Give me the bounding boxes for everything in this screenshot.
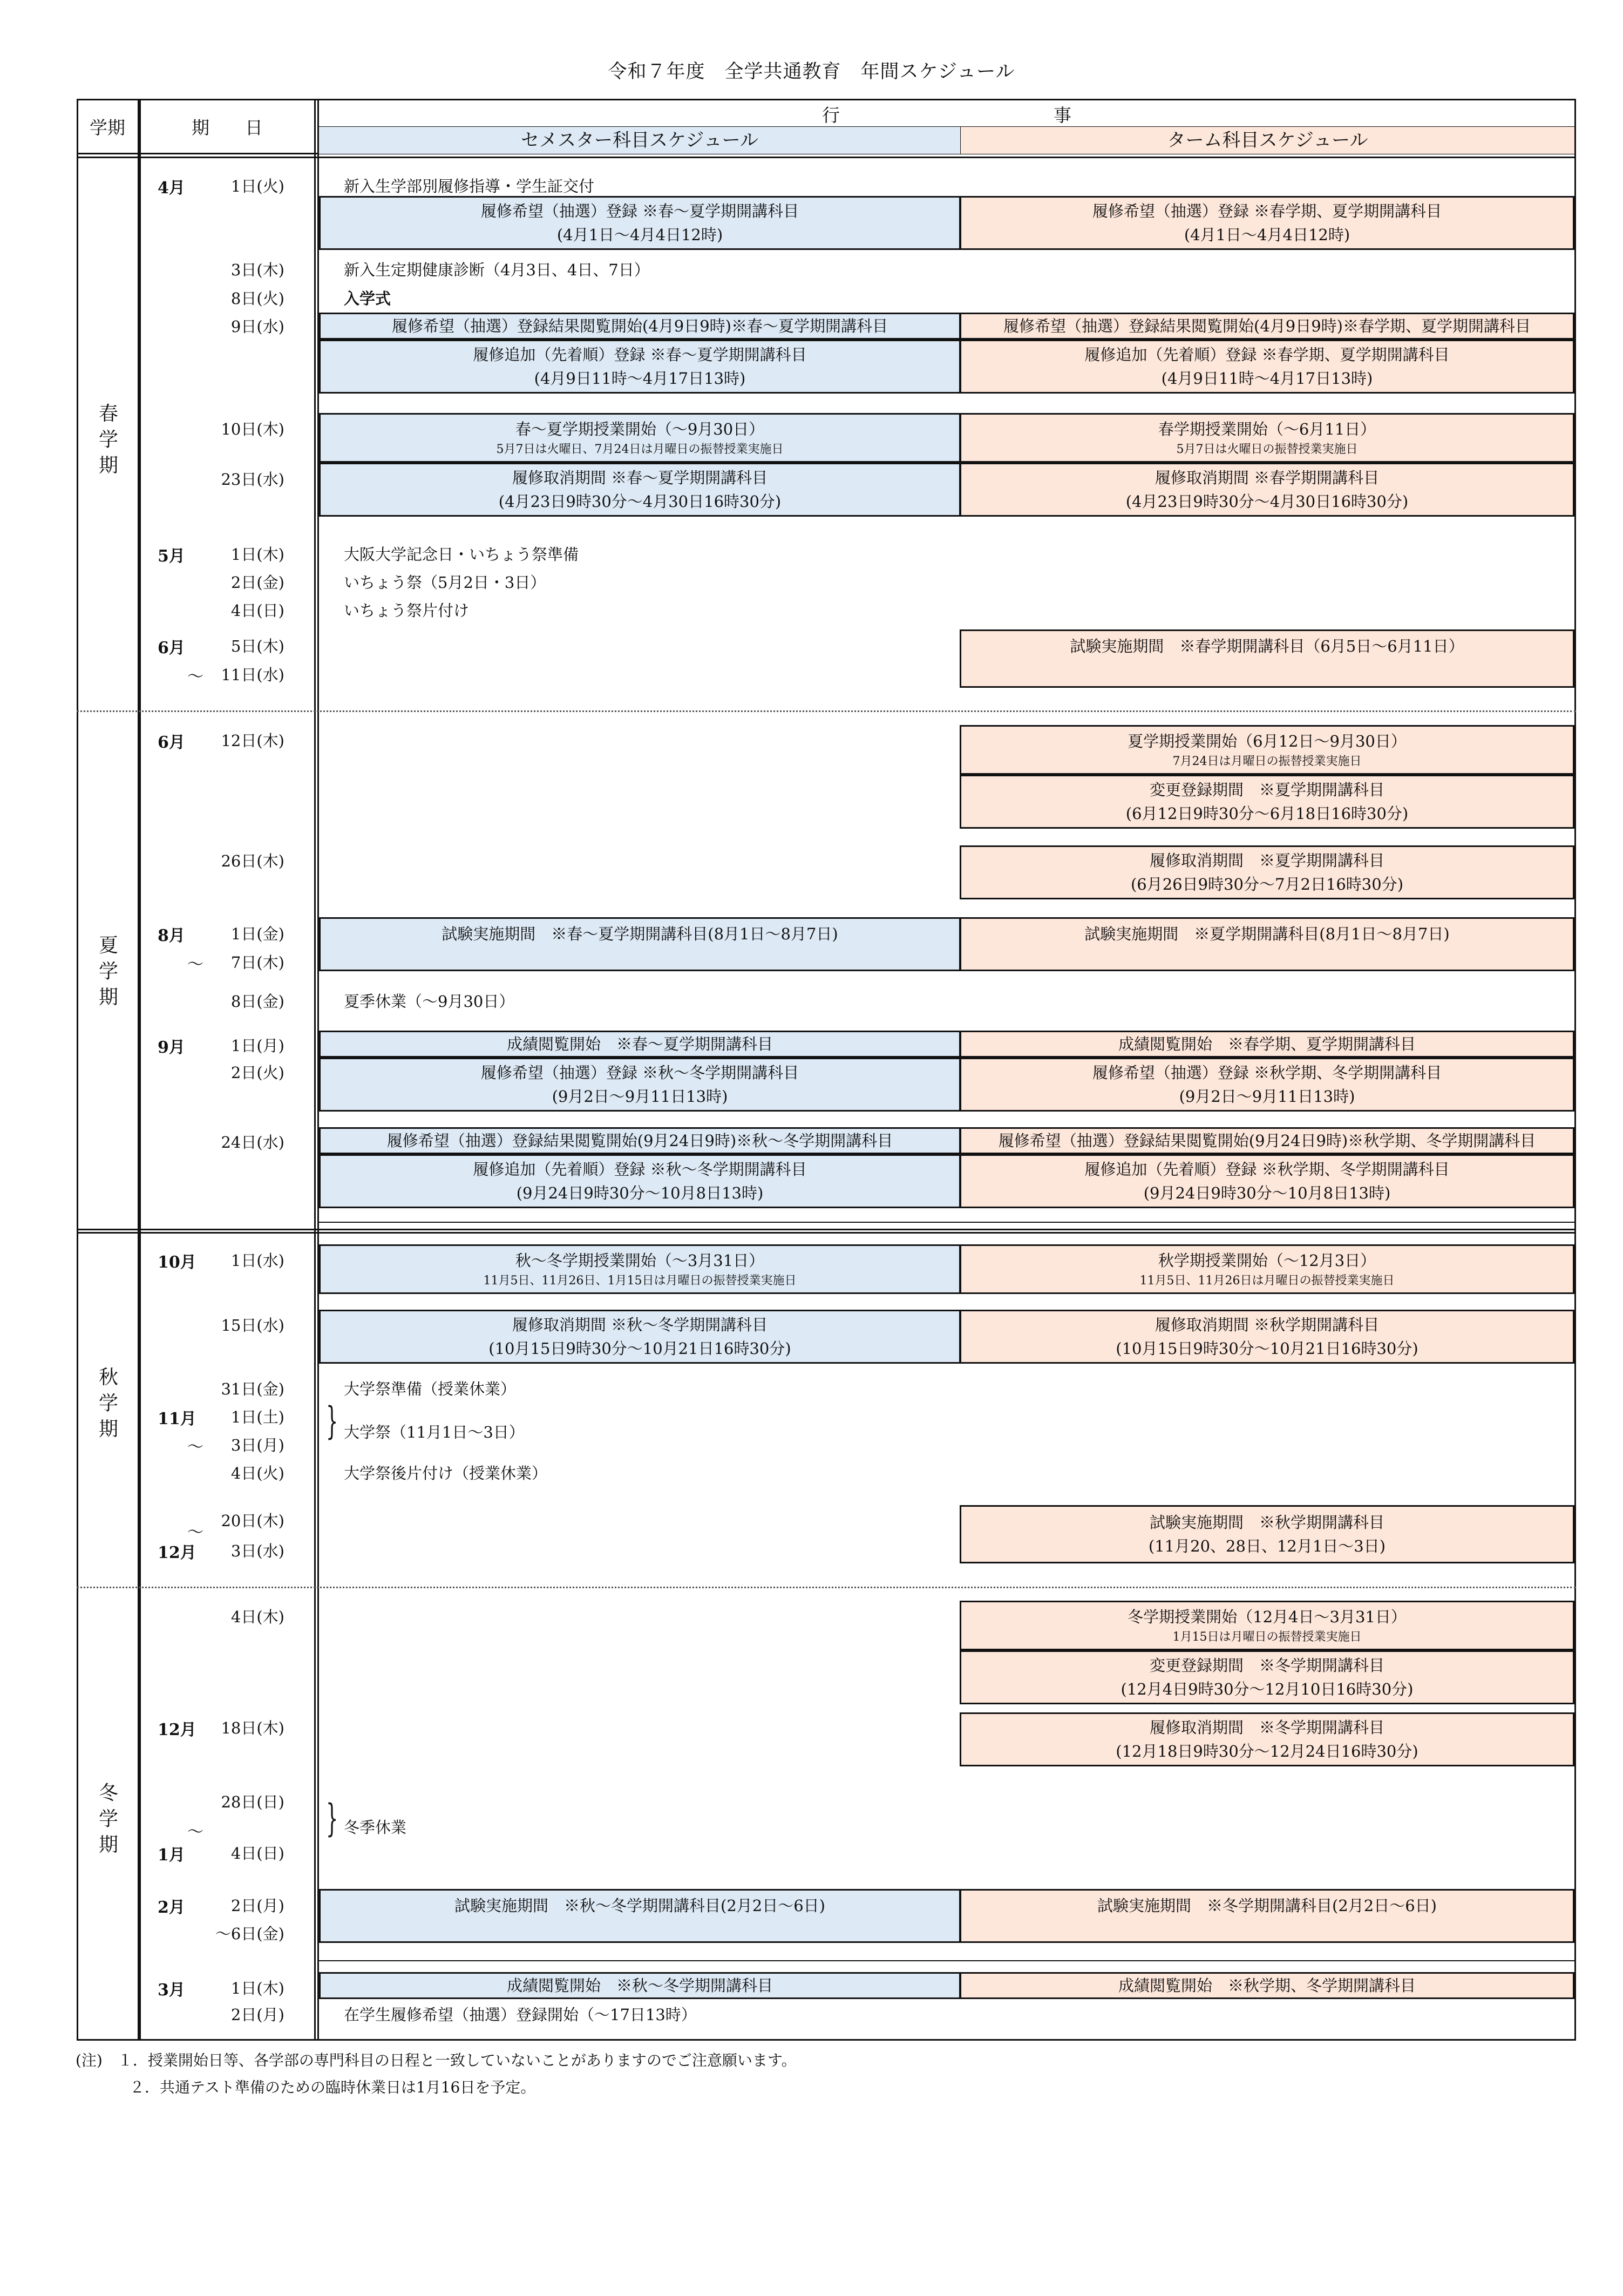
header-rule: [77, 157, 1576, 158]
term-event: 変更登録期間 ※夏学期開講科目 (6月12日9時30分～6月18日16時30分): [960, 775, 1574, 829]
term-separator: [77, 710, 1576, 712]
month-label: 10月: [158, 1253, 196, 1272]
term-event: 試験実施期間 ※秋学期開講科目 (11月20、28日、12月1日～3日): [960, 1505, 1574, 1563]
schedule-table: [77, 99, 1576, 2041]
term-event: 履修追加（先着順）登録 ※秋学期、冬学期開講科目 (9月24日9時30分～10月8日13時): [960, 1154, 1574, 1208]
header-term-label: 学期: [90, 117, 125, 138]
term-spring: 春 学 期: [98, 403, 118, 477]
term-separator: [77, 1587, 1576, 1588]
header-events-label: 行 事: [822, 105, 1071, 126]
semester-event: 春～夏学期授業開始（～9月30日） 5月7日は火曜日、7月24日は月曜日の振替授業実施日: [319, 413, 961, 463]
day-label: 3日(月): [230, 1436, 284, 1454]
brace-icon: }: [326, 1796, 338, 1840]
term-event: 夏学期授業開始（6月12日～9月30日） 7月24日は月曜日の振替授業実施日: [960, 725, 1574, 775]
header-date-label: 期 日: [192, 117, 263, 138]
semester-event: 履修希望（抽選）登録 ※秋～冬学期開講科目 (9月2日～9月11日13時): [319, 1058, 961, 1112]
event-text: 大学祭後片付け（授業休業）: [344, 1464, 548, 1482]
event-text: いちょう祭片付け: [344, 601, 470, 620]
event-text: 在学生履修希望（抽選）登録開始（～17日13時）: [344, 2006, 697, 2024]
month-label: 2月: [158, 1898, 185, 1917]
semester-event: 成績閲覧開始 ※春～夏学期開講科目: [319, 1031, 961, 1058]
range-tilde: ～: [187, 1438, 203, 1457]
day-label: 1日(土): [230, 1408, 284, 1426]
term-event: 履修希望（抽選）登録 ※春学期、夏学期開講科目 (4月1日～4月4日12時): [960, 196, 1574, 250]
day-label: 12日(木): [221, 732, 284, 750]
event-text: 新入生定期健康診断（4月3日、4日、7日）: [344, 261, 650, 279]
day-label: 8日(火): [230, 289, 284, 308]
term-event: 履修取消期間 ※夏学期開講科目 (6月26日9時30分～7月2日16時30分): [960, 845, 1574, 899]
semester-event: 履修希望（抽選）登録結果閲覧開始(4月9日9時)※春～夏学期開講科目: [319, 313, 961, 340]
month-label: 6月: [158, 733, 185, 752]
term-event: 春学期授業開始（～6月11日） 5月7日は火曜日の振替授業実施日: [960, 413, 1574, 463]
term-event: 試験実施期間 ※冬学期開講科目(2月2日～6日): [960, 1889, 1574, 1943]
day-label: 24日(水): [221, 1133, 284, 1152]
term-event: 試験実施期間 ※夏学期開講科目(8月1日～8月7日): [960, 917, 1574, 971]
day-label: 8日(金): [230, 992, 284, 1011]
term-event: 成績閲覧開始 ※秋学期、冬学期開講科目: [960, 1972, 1574, 1999]
month-label: 5月: [158, 547, 185, 566]
term-separator: [77, 1232, 1576, 1234]
event-text: 大阪大学記念日・いちょう祭準備: [344, 545, 579, 564]
term-event: 履修希望（抽選）登録結果閲覧開始(9月24日9時)※秋学期、冬学期開講科目: [960, 1127, 1574, 1154]
day-label: 31日(金): [221, 1380, 284, 1398]
semester-event: 成績閲覧開始 ※秋～冬学期開講科目: [319, 1972, 961, 1999]
semester-event: 試験実施期間 ※春～夏学期開講科目(8月1日～8月7日): [319, 917, 961, 971]
day-label: 11日(水): [221, 666, 284, 684]
month-label: 1月: [158, 1846, 185, 1865]
page-title: 令和７年度 全学共通教育 年間スケジュール: [608, 61, 1015, 83]
day-label: 4日(日): [230, 601, 284, 620]
footnote: (注) １．授業開始日等、各学部の専門科目の日程と一致していないことがありますのでご注意願います。: [76, 2051, 797, 2069]
day-label: 1日(月): [230, 1037, 284, 1055]
month-label: 11月: [158, 1410, 196, 1428]
range-tilde: ～: [187, 955, 203, 974]
day-label: 28日(日): [221, 1793, 284, 1811]
day-label: 10日(木): [221, 420, 284, 438]
header-term: ターム科目スケジュール: [961, 127, 1574, 154]
event-text: いちょう祭（5月2日・3日）: [344, 573, 546, 592]
day-label: 15日(水): [221, 1316, 284, 1335]
term-separator: [77, 1229, 1576, 1230]
header-semester: セメスター科目スケジュール: [319, 127, 960, 154]
semester-event: 履修取消期間 ※秋～冬学期開講科目 (10月15日9時30分～10月21日16時30分): [319, 1310, 961, 1364]
day-label: 1日(木): [230, 545, 284, 564]
day-label: 26日(木): [221, 852, 284, 870]
month-label: 3月: [158, 1981, 185, 2000]
semester-event: 試験実施期間 ※秋～冬学期開講科目(2月2日～6日): [319, 1889, 961, 1943]
semester-event: 履修追加（先着順）登録 ※春～夏学期開講科目 (4月9日11時～4月17日13時): [319, 340, 961, 394]
term-winter: 冬 学 期: [98, 1782, 118, 1856]
day-label: 7日(木): [230, 953, 284, 972]
semester-event: 履修追加（先着順）登録 ※秋～冬学期開講科目 (9月24日9時30分～10月8日13時): [319, 1154, 961, 1208]
footnote: ２．共通テスト準備のための臨時休業日は1月16日を予定。: [130, 2078, 536, 2096]
day-label: 2日(月): [230, 2006, 284, 2024]
semester-event: 履修希望（抽選）登録結果閲覧開始(9月24日9時)※秋～冬学期開講科目: [319, 1127, 961, 1154]
term-event: 変更登録期間 ※冬学期開講科目 (12月4日9時30分～12月10日16時30分): [960, 1650, 1574, 1704]
term-event: 履修追加（先着順）登録 ※春学期、夏学期開講科目 (4月9日11時～4月17日13時): [960, 340, 1574, 394]
day-label: 1日(火): [230, 177, 284, 195]
term-event: 試験実施期間 ※春学期開講科目（6月5日～6月11日）: [960, 629, 1574, 688]
range-tilde: ～: [187, 1823, 203, 1841]
term-event: 履修希望（抽選）登録 ※秋学期、冬学期開講科目 (9月2日～9月11日13時): [960, 1058, 1574, 1112]
semester-event: 履修取消期間 ※春～夏学期開講科目 (4月23日9時30分～4月30日16時30分): [319, 463, 961, 517]
day-label: 1日(金): [230, 925, 284, 943]
day-label: 20日(木): [221, 1512, 284, 1530]
term-event: 履修希望（抽選）登録結果閲覧開始(4月9日9時)※春学期、夏学期開講科目: [960, 313, 1574, 340]
term-autumn: 秋 学 期: [98, 1366, 118, 1440]
month-label: 12月: [158, 1721, 196, 1739]
day-label: 4日(木): [230, 1608, 284, 1626]
brace-icon: }: [326, 1399, 338, 1443]
event-text: 冬季休業: [344, 1818, 407, 1837]
month-label: 8月: [158, 926, 185, 945]
term-event: 履修取消期間 ※秋学期開講科目 (10月15日9時30分～10月21日16時30分): [960, 1310, 1574, 1364]
day-label: 1日(水): [230, 1251, 284, 1270]
day-label: 1日(木): [230, 1979, 284, 1997]
range-tilde: ～: [187, 1523, 203, 1542]
event-text: 夏季休業（～9月30日）: [344, 992, 515, 1011]
term-event: 履修取消期間 ※春学期開講科目 (4月23日9時30分～4月30日16時30分): [960, 463, 1574, 517]
term-event: 冬学期授業開始（12月4日～3月31日） 1月15日は月曜日の振替授業実施日: [960, 1601, 1574, 1650]
day-label: 2日(火): [230, 1064, 284, 1082]
day-label: 5日(木): [230, 637, 284, 655]
day-label: ～6日(金): [215, 1925, 284, 1943]
day-label: 2日(金): [230, 573, 284, 592]
semester-event: 履修希望（抽選）登録 ※春～夏学期開講科目 (4月1日～4月4日12時): [319, 196, 961, 250]
month-label: 9月: [158, 1038, 185, 1057]
row-rule: [319, 1222, 1574, 1223]
day-label: 2日(月): [230, 1897, 284, 1915]
day-label: 3日(水): [230, 1542, 284, 1560]
month-label: 12月: [158, 1543, 196, 1562]
day-label: 4日(日): [230, 1844, 284, 1862]
day-label: 4日(火): [230, 1464, 284, 1482]
row-rule: [319, 1960, 1574, 1961]
event-text: 入学式: [344, 289, 391, 308]
term-summer: 夏 学 期: [98, 934, 118, 1008]
month-label: 4月: [158, 179, 185, 198]
range-tilde: ～: [187, 667, 203, 686]
day-label: 18日(木): [221, 1719, 284, 1737]
event-text: 大学祭準備（授業休業）: [344, 1380, 517, 1398]
month-label: 6月: [158, 639, 185, 658]
day-label: 3日(木): [230, 261, 284, 279]
semester-event: 秋～冬学期授業開始（～3月31日） 11月5日、11月26日、1月15日は月曜日の振替授業実施日: [319, 1244, 961, 1294]
term-event: 秋学期授業開始（～12月3日） 11月5日、11月26日は月曜日の振替授業実施日: [960, 1244, 1574, 1294]
day-label: 9日(水): [230, 317, 284, 336]
day-label: 23日(水): [221, 470, 284, 489]
col-divider: [314, 99, 316, 2041]
event-text: 新入生学部別履修指導・学生証交付: [344, 177, 595, 195]
event-text: 大学祭（11月1日～3日）: [344, 1423, 525, 1441]
term-event: 成績閲覧開始 ※春学期、夏学期開講科目: [960, 1031, 1574, 1058]
term-event: 履修取消期間 ※冬学期開講科目 (12月18日9時30分～12月24日16時30分): [960, 1712, 1574, 1766]
